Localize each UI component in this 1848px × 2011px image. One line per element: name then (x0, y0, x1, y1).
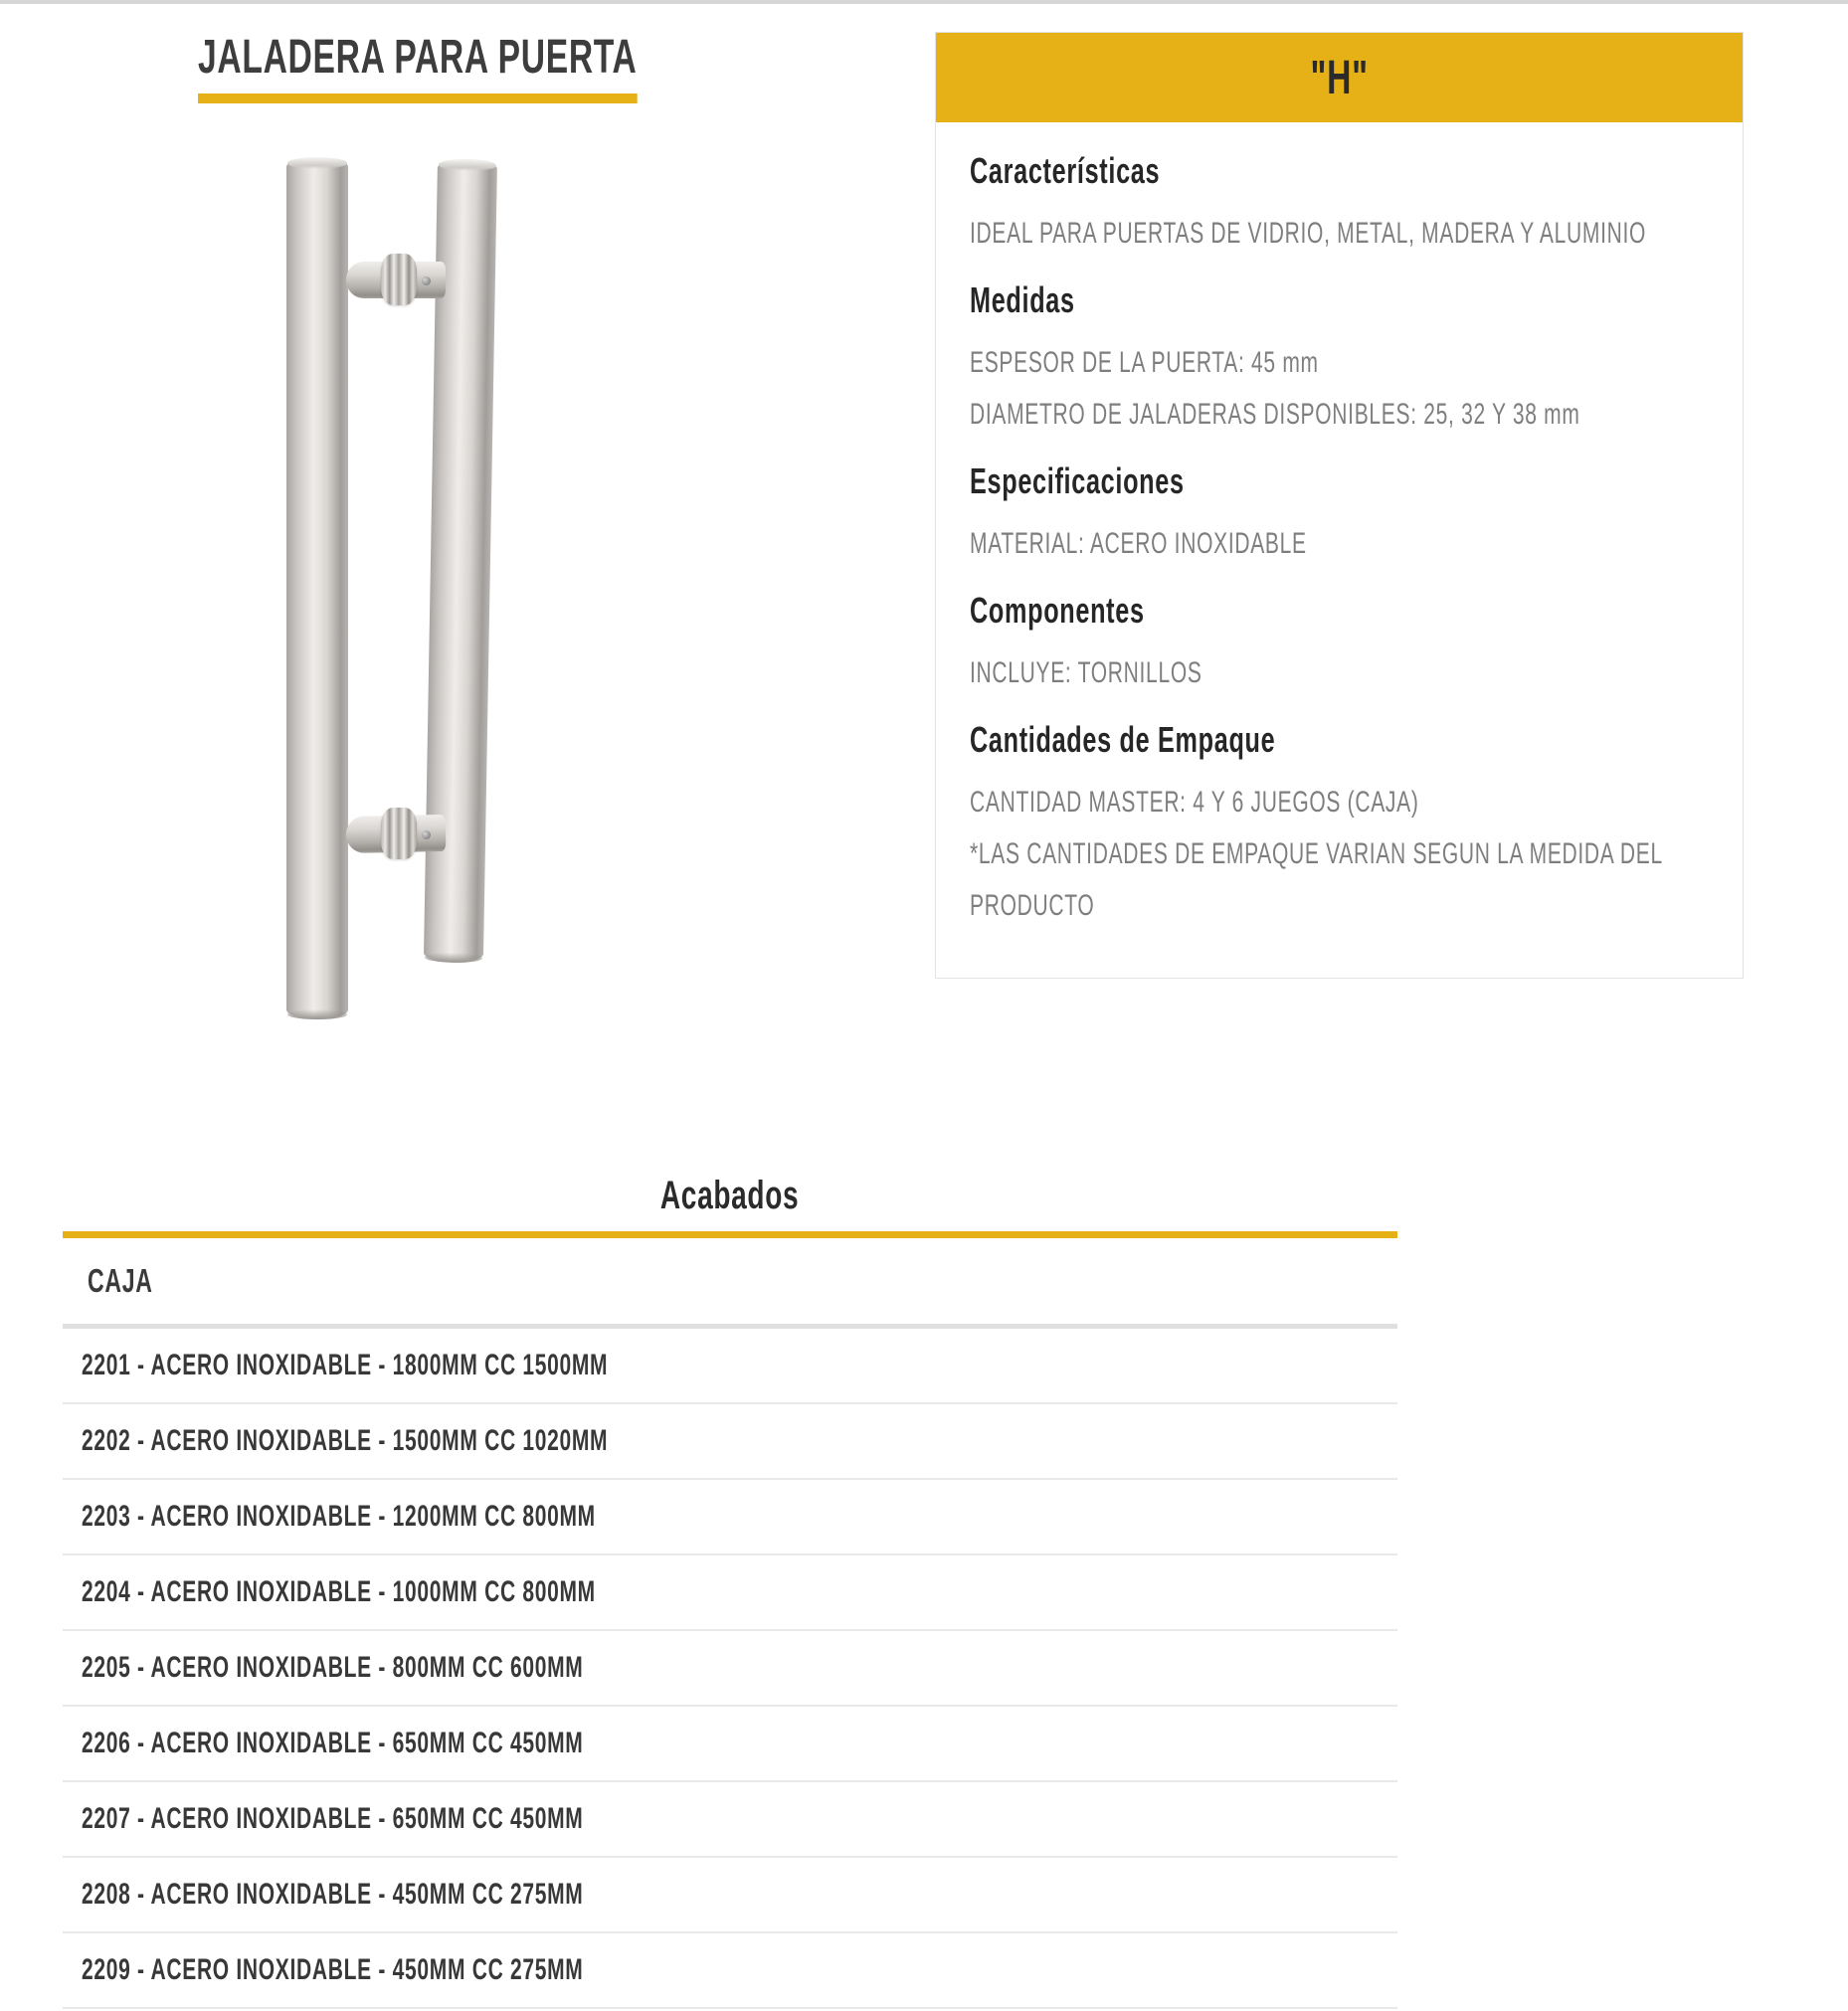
section-line: DIAMETRO DE JALADERAS DISPONIBLES: 25, 32 Y 38 mm (970, 398, 1580, 431)
handle-upper-flange (381, 254, 417, 305)
section-heading: Especificaciones (970, 460, 1185, 501)
section-line: MATERIAL: ACERO INOXIDABLE (970, 527, 1307, 560)
section-componentes (970, 592, 1709, 699)
finish-row: 2205 - ACERO INOXIDABLE - 800MM CC 600MM (63, 1631, 1397, 1707)
model-label: "H" (1310, 51, 1369, 104)
section-cantidades-empaque (970, 721, 1709, 932)
finishes-accent-rule (63, 1231, 1397, 1238)
section-medidas (970, 281, 1709, 441)
finish-row: 2203 - ACERO INOXIDABLE - 1200MM CC 800MM (63, 1480, 1397, 1555)
page-top-divider (0, 0, 1848, 4)
finish-row: 2208 - ACERO INOXIDABLE - 450MM CC 275MM (63, 1858, 1397, 1933)
product-image (229, 149, 557, 1024)
section-line: PRODUCTO (970, 889, 1095, 922)
finish-row: 2204 - ACERO INOXIDABLE - 1000MM CC 800MM (63, 1555, 1397, 1631)
finishes-column-header: CAJA (63, 1238, 1397, 1329)
page-title-block (198, 31, 826, 103)
section-heading: Características (970, 150, 1161, 191)
section-line: INCLUYE: TORNILLOS (970, 656, 1202, 689)
handle-left-tube (286, 157, 348, 1019)
section-line: CANTIDAD MASTER: 4 Y 6 JUEGOS (CAJA) (970, 786, 1419, 819)
section-heading: Medidas (970, 279, 1075, 320)
section-heading: Componentes (970, 590, 1145, 631)
handle-upper-screw (422, 276, 431, 285)
finish-row: 2202 - ACERO INOXIDABLE - 1500MM CC 1020MM (63, 1404, 1397, 1480)
handle-lower-flange (381, 808, 417, 859)
finishes-title: Acabados (660, 1174, 800, 1217)
finish-row: 2209 - ACERO INOXIDABLE - 450MM CC 275MM (63, 1933, 1397, 2009)
section-line: *LAS CANTIDADES DE EMPAQUE VARIAN SEGUN LA MEDIDA DEL (970, 837, 1663, 870)
spec-card-header (936, 33, 1743, 122)
section-especificaciones (970, 462, 1709, 570)
page-title: JALADERA PARA PUERTA (198, 34, 637, 103)
section-heading: Cantidades de Empaque (970, 719, 1276, 760)
finish-row: 2206 - ACERO INOXIDABLE - 650MM CC 450MM (63, 1707, 1397, 1782)
product-spec-card (935, 32, 1744, 979)
handle-lower-screw (422, 830, 431, 839)
section-line: ESPESOR DE LA PUERTA: 45 mm (970, 346, 1319, 379)
section-caracteristicas (970, 152, 1709, 260)
finishes-section (63, 1174, 1397, 2009)
finish-row: 2207 - ACERO INOXIDABLE - 650MM CC 450MM (63, 1782, 1397, 1858)
spec-card-body (936, 122, 1743, 932)
finish-row: 2201 - ACERO INOXIDABLE - 1800MM CC 1500MM (63, 1329, 1397, 1404)
section-line: IDEAL PARA PUERTAS DE VIDRIO, METAL, MADERA Y ALUMINIO (970, 217, 1647, 250)
